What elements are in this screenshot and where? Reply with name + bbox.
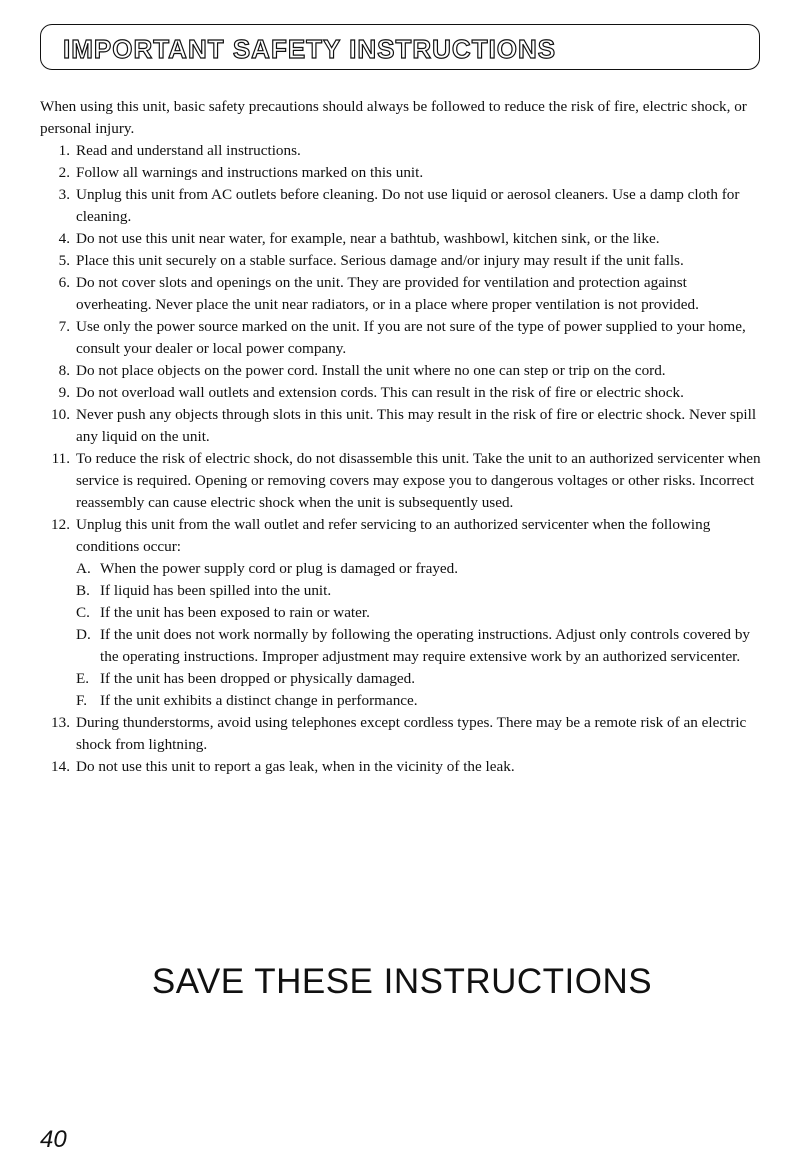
sub-item-letter: B. (76, 582, 90, 599)
sub-item (76, 602, 764, 624)
instructions-body (40, 96, 764, 778)
sub-item (76, 558, 764, 580)
list-item (40, 382, 764, 404)
item-text: Use only the power source marked on the unit. If you are not sure of the type of power supplied to your home, consult your dealer or local power company. (76, 318, 746, 357)
sub-item-letter: F. (76, 692, 88, 709)
sub-item-text: If the unit has been exposed to rain or water. (100, 604, 370, 621)
list-item (40, 184, 764, 228)
item-text: Follow all warnings and instructions marked on this unit. (76, 164, 424, 181)
list-item (40, 404, 764, 448)
item-text: Do not overload wall outlets and extension cords. This can result in the risk of fire or electric shock. (76, 384, 684, 401)
sub-item-letter: E. (76, 670, 90, 687)
page-number: 40 (40, 1126, 67, 1153)
item-number: 5. (58, 252, 70, 269)
item-text: To reduce the risk of electric shock, do not disassemble this unit. Take the unit to an authorized servicenter when service is required. Opening or removing covers may expose you to dangerous voltages or other risks. Incorrect reassembly can cause electric shock when the unit is subsequently used. (76, 450, 761, 511)
list-item (40, 162, 764, 184)
list-item (40, 272, 764, 316)
item-number: 9. (58, 384, 70, 401)
sub-item-text: If liquid has been spilled into the unit. (100, 582, 332, 599)
item-text: Do not use this unit to report a gas leak, when in the vicinity of the leak. (76, 758, 515, 775)
sub-item (76, 624, 764, 668)
list-item (40, 448, 764, 514)
item-number: 10. (51, 406, 70, 423)
sub-item-text: If the unit exhibits a distinct change in performance. (100, 692, 418, 709)
page-title: IMPORTANT SAFETY INSTRUCTIONS (63, 34, 557, 64)
item-number: 6. (58, 274, 70, 291)
title-banner (40, 24, 760, 70)
list-item (40, 712, 764, 756)
sub-item-letter: A. (76, 560, 91, 577)
item-text: Place this unit securely on a stable surface. Serious damage and/or injury may result if the unit falls. (76, 252, 684, 269)
sub-item-text: If the unit does not work normally by following the operating instructions. Adjust only controls covered by the operating instructions. Improper adjustment may require extensive work by an authorized servicenter. (100, 626, 751, 665)
list-item (40, 140, 764, 162)
save-instructions-heading: SAVE THESE INSTRUCTIONS (151, 962, 653, 1001)
item-number: 11. (51, 450, 70, 467)
sub-item (76, 580, 764, 602)
item-text: Read and understand all instructions. (76, 142, 301, 159)
item-number: 13. (51, 714, 70, 731)
item-number: 1. (58, 142, 70, 159)
list-item (40, 360, 764, 382)
item-text: Do not use this unit near water, for example, near a bathtub, washbowl, kitchen sink, or the like. (76, 230, 660, 247)
sub-item (76, 668, 764, 690)
item-text: During thunderstorms, avoid using telephones except cordless types. There may be a remote risk of an electric shock from lightning. (76, 714, 747, 753)
item-number: 7. (58, 318, 70, 335)
item-text: Unplug this unit from the wall outlet and refer servicing to an authorized servicenter when the following conditions occur: (76, 516, 711, 555)
list-item (40, 756, 764, 778)
item-number: 12. (51, 516, 70, 533)
item-number: 8. (58, 362, 70, 379)
item-number: 4. (58, 230, 70, 247)
item-text: Do not cover slots and openings on the unit. They are provided for ventilation and protection against overheating. Never place the unit near radiators, or in a place where proper ventilation is not provided. (76, 274, 699, 313)
list-item (40, 514, 764, 712)
item-text: Do not place objects on the power cord. Install the unit where no one can step or trip on the cord. (76, 362, 666, 379)
sub-item-letter: C. (76, 604, 90, 621)
sub-item-letter: D. (76, 626, 91, 643)
item-number: 14. (51, 758, 70, 775)
sub-item-text: If the unit has been dropped or physically damaged. (100, 670, 416, 687)
list-item (40, 250, 764, 272)
item-number: 3. (58, 186, 70, 203)
instruction-list (40, 140, 764, 778)
sub-item (76, 690, 764, 712)
list-item (40, 228, 764, 250)
sub-item-text: When the power supply cord or plug is damaged or frayed. (100, 560, 459, 577)
list-item (40, 316, 764, 360)
item-number: 2. (58, 164, 70, 181)
item-text: Unplug this unit from AC outlets before cleaning. Do not use liquid or aerosol cleaners. Use a damp cloth for cleaning. (76, 186, 740, 225)
item-text: Never push any objects through slots in this unit. This may result in the risk of fire or electric shock. Never spill any liquid on the unit. (76, 406, 757, 445)
intro-paragraph: When using this unit, basic safety precautions should always be followed to reduce the risk of fire, electric shock, or personal injury. (40, 98, 747, 137)
